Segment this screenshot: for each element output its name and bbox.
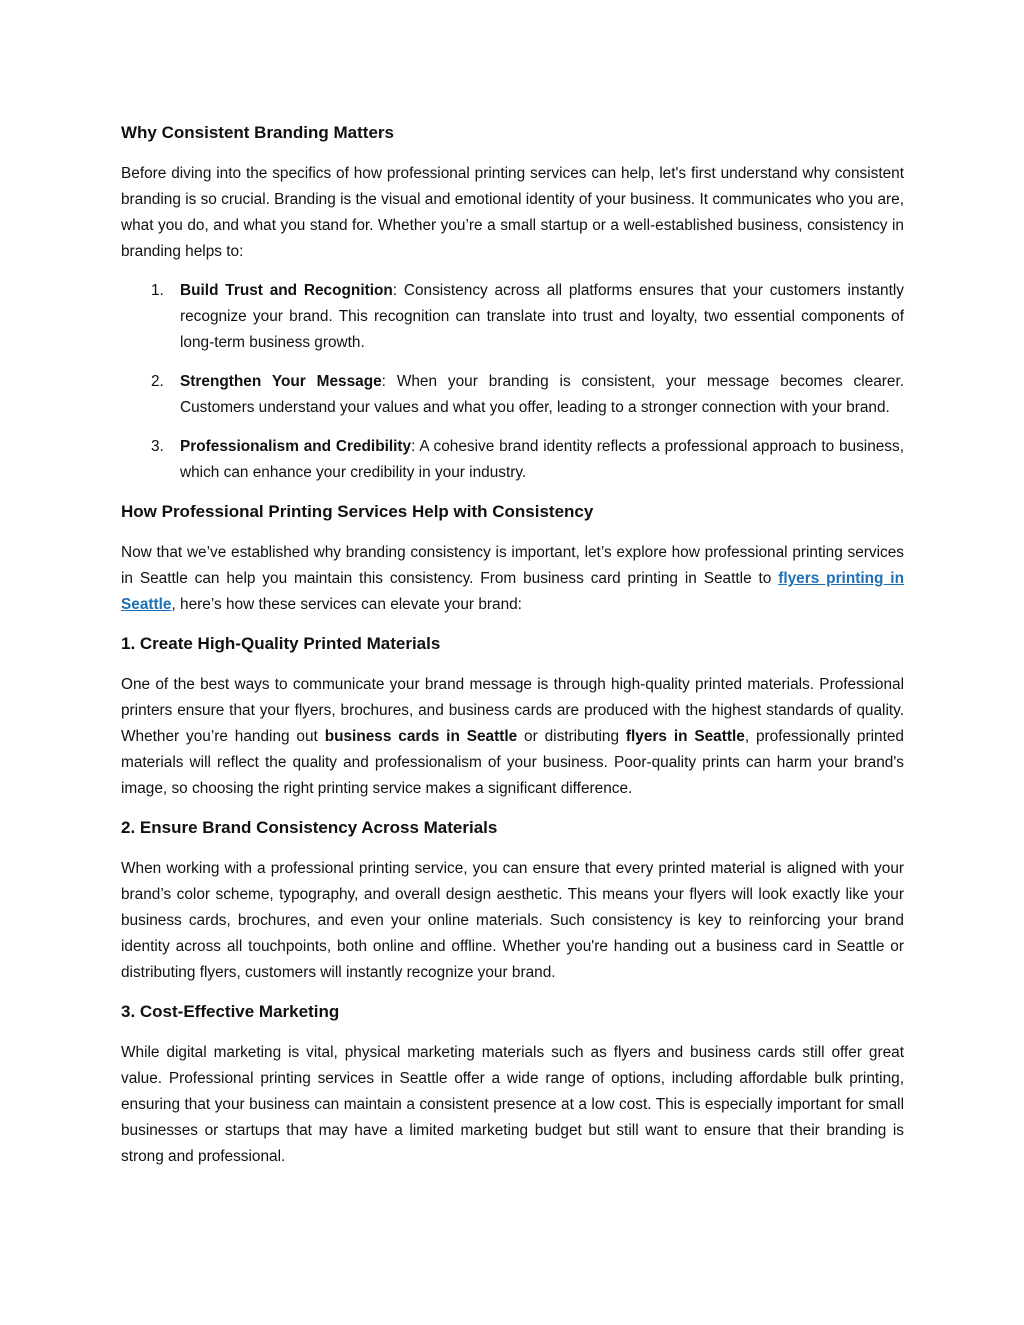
list-term: Strengthen Your Message xyxy=(180,373,382,390)
list-item xyxy=(121,434,904,486)
s1-bold-business-cards: business cards in Seattle xyxy=(324,728,518,745)
s1-bold-flyers: flyers in Seattle xyxy=(625,728,745,745)
section-3-paragraph: While digital marketing is vital, physical marketing materials such as flyers and business cards still offer great value. Professional printing services in Seattle offer a wide range of options, including affordable bulk printing, ensuring that your business can maintain a consistent presence at a low cost. This is especially important for small businesses or startups that may have a limited marketing budget but still want to ensure that their branding is strong and professional. xyxy=(121,1044,904,1165)
how-paragraph xyxy=(121,540,904,618)
section-heading-2: 2. Ensure Brand Consistency Across Materials xyxy=(121,818,498,837)
s1-text-2: or distributing xyxy=(517,728,626,745)
section-heading-3: 3. Cost-Effective Marketing xyxy=(121,1002,340,1021)
s1-text-3: , professionally printed materials will reflect the quality and professionalism of your business. Poor-quality prints can harm your brand's image, so choosing the right printing service makes a significant difference. xyxy=(121,728,904,797)
how-text-after-link: , here’s how these services can elevate your brand: xyxy=(171,596,522,613)
list-item xyxy=(121,278,904,356)
intro-paragraph: Before diving into the specifics of how professional printing services can help, let's first understand why consistent branding is so crucial. Branding is the visual and emotional identity of your business. It communicates who you are, what you do, and what you stand for. Whether you’re a small startup or a well-established business, consistency in branding helps to: xyxy=(121,165,904,260)
list-number: 2. xyxy=(151,373,164,390)
how-text-before-link: Now that we’ve established why branding consistency is important, let’s explore how professional printing services in Seattle can help you maintain this consistency. From business card printing in Seattle to xyxy=(121,544,904,587)
section-heading-how: How Professional Printing Services Help with Consistency xyxy=(121,502,594,521)
list-text: : When your branding is consistent, your message becomes clearer. Customers understand your values and what you offer, leading to a stronger connection with your brand. xyxy=(180,373,904,416)
list-term: Professionalism and Credibility xyxy=(180,438,412,455)
list-text: : A cohesive brand identity reflects a professional approach to business, which can enhance your credibility in your industry. xyxy=(180,438,904,481)
list-term: Build Trust and Recognition xyxy=(180,282,393,299)
list-text: : Consistency across all platforms ensures that your customers instantly recognize your brand. This recognition can translate into trust and loyalty, two essential components of long-term business growth. xyxy=(180,282,904,351)
benefits-list xyxy=(121,278,904,486)
section-heading-1: 1. Create High-Quality Printed Materials xyxy=(121,634,441,653)
flyers-printing-link[interactable]: flyers printing in Seattle xyxy=(121,570,904,613)
section-heading-why: Why Consistent Branding Matters xyxy=(121,123,394,142)
list-number: 3. xyxy=(151,438,164,455)
document-body xyxy=(121,120,904,1183)
list-item xyxy=(121,369,904,421)
list-number: 1. xyxy=(151,282,164,299)
s1-text-1: One of the best ways to communicate your brand message is through high-quality printed materials. Professional printers ensure that your flyers, brochures, and business cards are produced with the highest standards of quality. Whether you’re handing out xyxy=(121,676,904,745)
section-1-paragraph xyxy=(121,672,904,802)
section-2-paragraph: When working with a professional printing service, you can ensure that every printed material is aligned with your brand’s color scheme, typography, and overall design aesthetic. This means your flyers will look exactly like your business cards, brochures, and even your online materials. Such consistency is key to reinforcing your brand identity across all touchpoints, both online and offline. Whether you're handing out a business card in Seattle or distributing flyers, customers will instantly recognize your brand. xyxy=(121,860,904,981)
